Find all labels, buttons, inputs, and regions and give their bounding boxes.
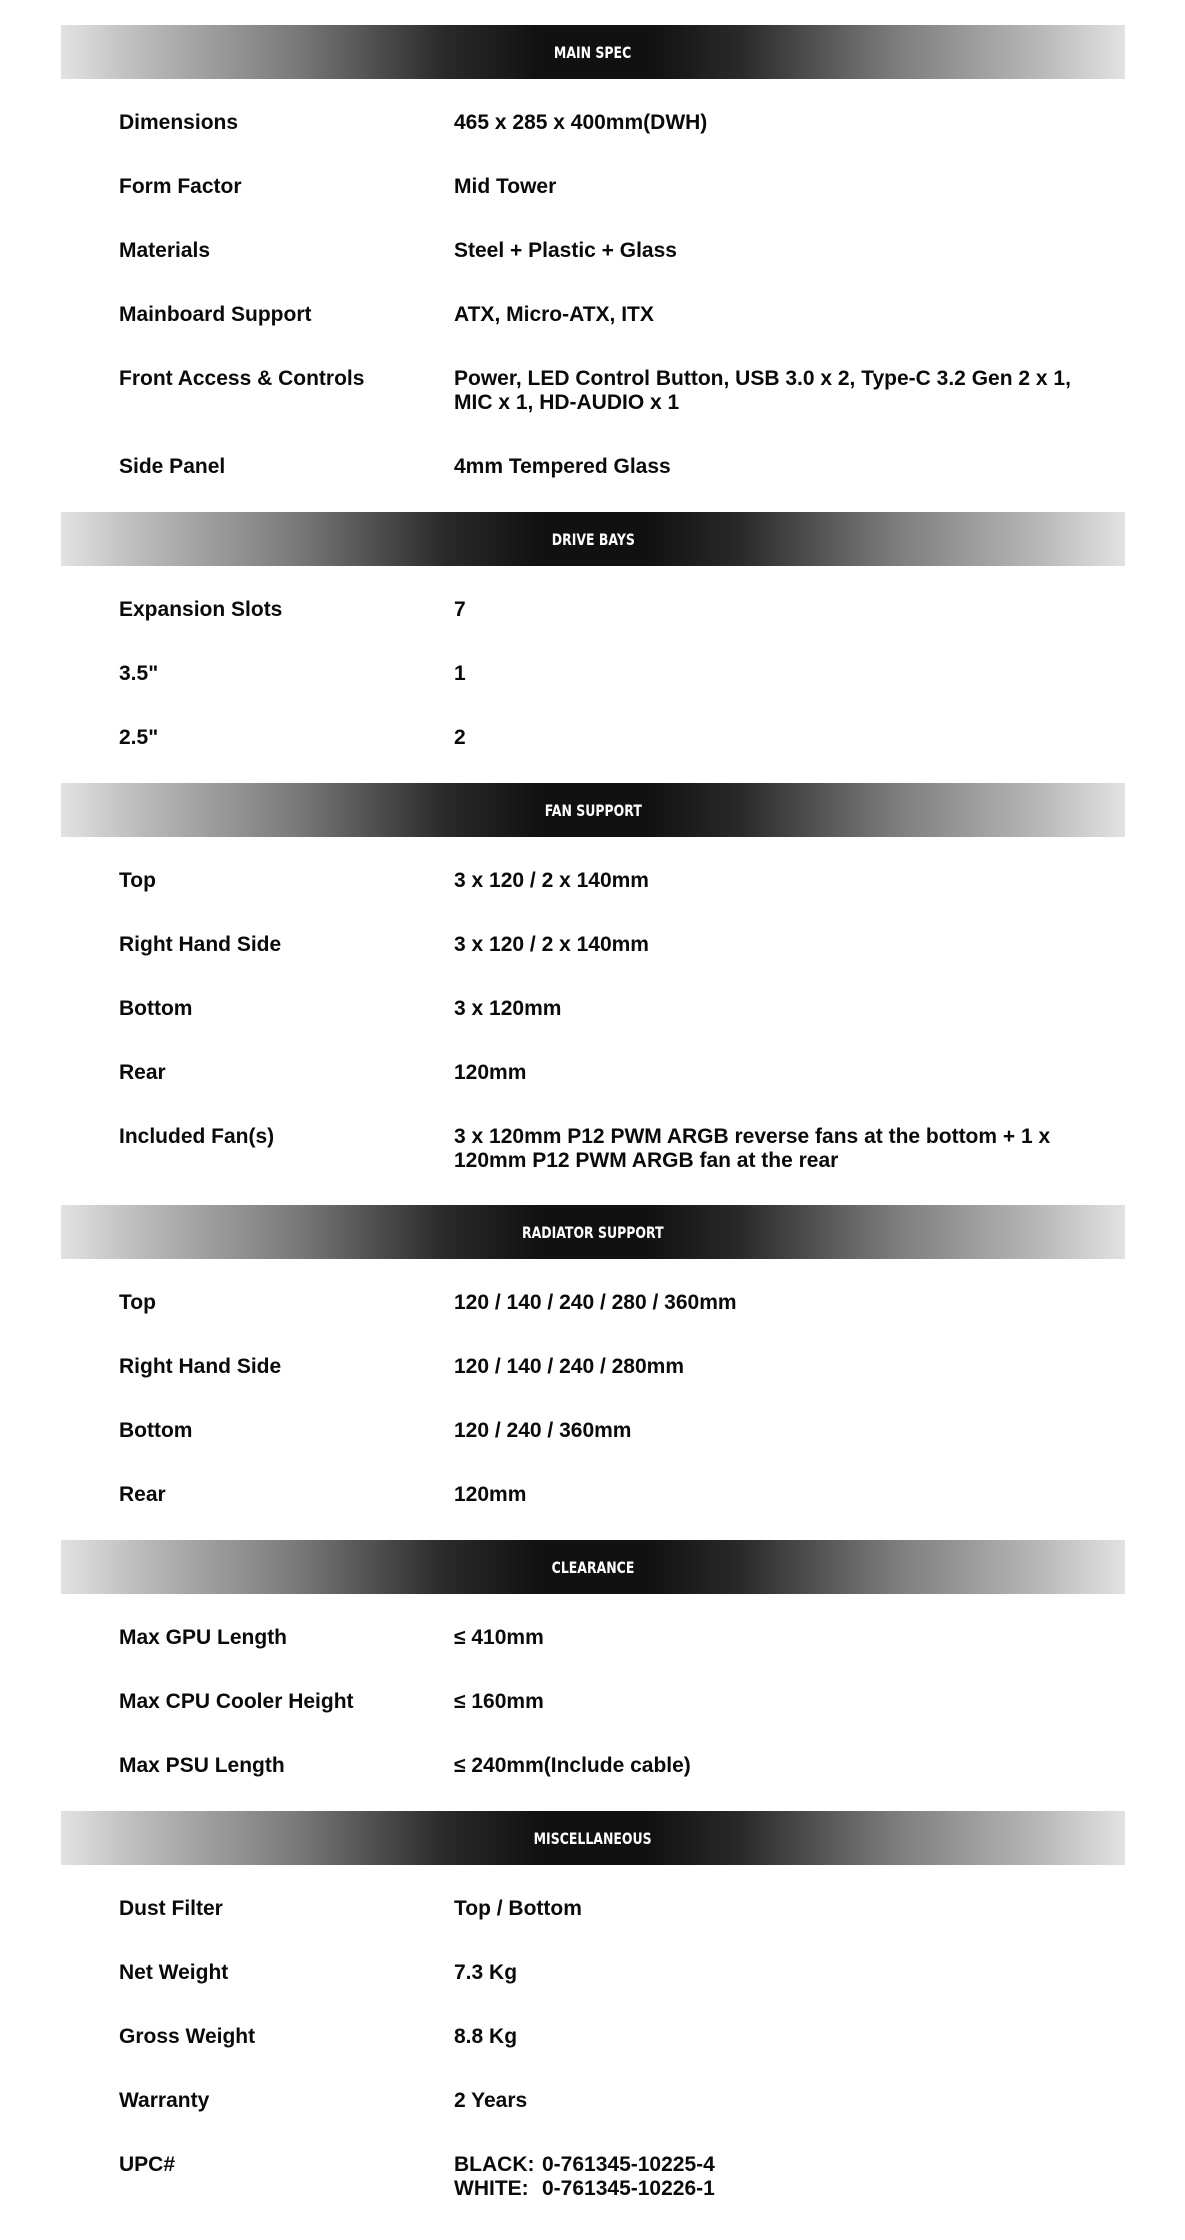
spec-value-line: MIC x 1, HD-AUDIO x 1 — [454, 391, 680, 414]
spec-label: Rear — [119, 1483, 166, 1506]
spec-value — [454, 175, 1074, 199]
section-title: MISCELLANEOUS — [534, 1828, 652, 1848]
section-title: CLEARANCE — [551, 1557, 635, 1577]
spec-value-line: 3 x 120 / 2 x 140mm — [454, 933, 649, 956]
spec-value-line: 3 x 120 / 2 x 140mm — [454, 869, 649, 892]
spec-label: Materials — [119, 239, 211, 262]
spec-label: UPC# — [119, 2153, 176, 2176]
spec-value-line: 1 — [454, 662, 466, 685]
spec-value-line: ≤ 240mm(Include cable) — [454, 1754, 691, 1777]
spec-value — [454, 1483, 1074, 1507]
spec-label: 3.5" — [119, 662, 159, 685]
upc-black-code: 0-761345-10225-4 — [542, 2153, 715, 2176]
spec-value — [454, 598, 1074, 622]
section-header-drive-bays — [61, 512, 1125, 566]
spec-value-line: ATX, Micro-ATX, ITX — [454, 303, 654, 326]
spec-value — [454, 869, 1074, 893]
spec-value-line: ≤ 410mm — [454, 1626, 544, 1649]
spec-value-line: 2 Years — [454, 2089, 528, 2112]
section-title: RADIATOR SUPPORT — [522, 1222, 664, 1242]
spec-label: Max GPU Length — [119, 1626, 288, 1649]
spec-label: Front Access & Controls — [119, 367, 365, 390]
spec-value — [454, 2089, 1074, 2113]
spec-label: Bottom — [119, 1419, 193, 1442]
spec-value — [454, 1061, 1074, 1085]
section-title: FAN SUPPORT — [544, 800, 642, 820]
spec-value — [454, 367, 1074, 415]
spec-label: Gross Weight — [119, 2025, 256, 2048]
spec-label: Right Hand Side — [119, 933, 282, 956]
upc-black-label: BLACK: — [454, 2153, 535, 2176]
spec-label: Max CPU Cooler Height — [119, 1690, 354, 1713]
section-header-clearance — [61, 1540, 1125, 1594]
spec-value — [454, 1125, 1074, 1173]
spec-value-line: 120mm — [454, 1061, 527, 1084]
spec-value-line: 120 / 140 / 240 / 280mm — [454, 1355, 685, 1378]
spec-label: Rear — [119, 1061, 166, 1084]
spec-label: Dust Filter — [119, 1897, 223, 1920]
upc-black-line — [454, 2153, 1074, 2177]
spec-label: Warranty — [119, 2089, 210, 2112]
spec-label: Side Panel — [119, 455, 226, 478]
section-header-radiator-support — [61, 1205, 1125, 1259]
spec-value-line: Top / Bottom — [454, 1897, 582, 1920]
spec-label: Bottom — [119, 997, 193, 1020]
spec-value — [454, 1961, 1074, 1985]
spec-value-line: 120 / 140 / 240 / 280 / 360mm — [454, 1291, 737, 1314]
spec-value-line: 3 x 120mm P12 PWM ARGB reverse fans at the bottom + 1 x — [454, 1125, 1051, 1148]
spec-value — [454, 1419, 1074, 1443]
spec-label: Included Fan(s) — [119, 1125, 275, 1148]
spec-value-line: 7 — [454, 598, 466, 621]
spec-value — [454, 111, 1074, 135]
spec-label: Max PSU Length — [119, 1754, 285, 1777]
spec-value-line: 4mm Tempered Glass — [454, 455, 671, 478]
spec-value — [454, 303, 1074, 327]
section-title: DRIVE BAYS — [551, 529, 635, 549]
spec-value — [454, 997, 1074, 1021]
spec-value-line: 120mm P12 PWM ARGB fan at the rear — [454, 1149, 839, 1172]
upc-white-code: 0-761345-10226-1 — [542, 2177, 715, 2200]
spec-value-line: 120 / 240 / 360mm — [454, 1419, 632, 1442]
spec-value-line: Power, LED Control Button, USB 3.0 x 2, Type-C 3.2 Gen 2 x 1, — [454, 367, 1071, 390]
spec-label: 2.5" — [119, 726, 159, 749]
spec-label: Top — [119, 869, 156, 892]
spec-label: Mainboard Support — [119, 303, 312, 326]
spec-value-line: 8.8 Kg — [454, 2025, 518, 2048]
spec-value-line: 120mm — [454, 1483, 527, 1506]
spec-label: Expansion Slots — [119, 598, 283, 621]
spec-value-line: 3 x 120mm — [454, 997, 562, 1020]
spec-value — [454, 239, 1074, 263]
spec-label: Form Factor — [119, 175, 242, 198]
section-title: MAIN SPEC — [554, 42, 632, 62]
spec-value — [454, 1355, 1074, 1379]
spec-value — [454, 2025, 1074, 2049]
spec-value — [454, 1897, 1074, 1921]
spec-label: Right Hand Side — [119, 1355, 282, 1378]
spec-value-line: Mid Tower — [454, 175, 557, 198]
upc-white-label: WHITE: — [454, 2177, 529, 2200]
spec-value — [454, 2153, 1074, 2201]
spec-value-line: 2 — [454, 726, 466, 749]
spec-value — [454, 1690, 1074, 1714]
section-header-fan-support — [61, 783, 1125, 837]
section-header-main-spec — [61, 25, 1125, 79]
spec-value — [454, 933, 1074, 957]
spec-value-line: 7.3 Kg — [454, 1961, 518, 1984]
upc-white-line — [454, 2177, 1074, 2201]
spec-value — [454, 726, 1074, 750]
spec-value-line: 465 x 285 x 400mm(DWH) — [454, 111, 708, 134]
spec-value — [454, 662, 1074, 686]
spec-value — [454, 1754, 1074, 1778]
spec-label: Net Weight — [119, 1961, 229, 1984]
spec-value — [454, 455, 1074, 479]
spec-value-line: Steel + Plastic + Glass — [454, 239, 677, 262]
spec-value-line: ≤ 160mm — [454, 1690, 544, 1713]
spec-label: Top — [119, 1291, 156, 1314]
section-header-miscellaneous — [61, 1811, 1125, 1865]
spec-value — [454, 1291, 1074, 1315]
spec-value — [454, 1626, 1074, 1650]
spec-label: Dimensions — [119, 111, 239, 134]
